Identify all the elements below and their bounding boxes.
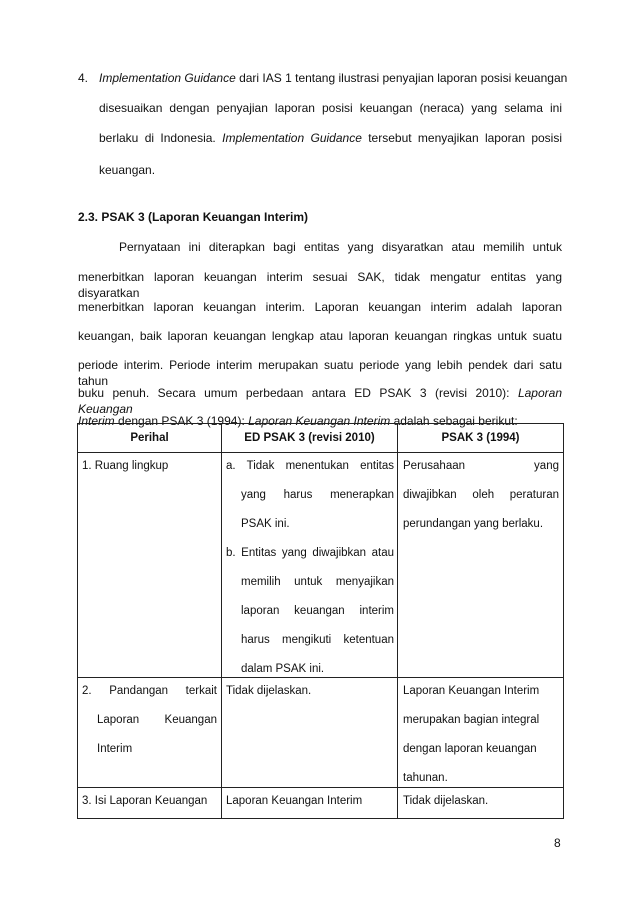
comparison-table <box>77 423 564 819</box>
cell-psak <box>398 788 564 819</box>
cell-line: yang harus menerapkan <box>241 489 394 501</box>
table-header-row <box>78 424 564 453</box>
cell-line: PSAK ini. <box>241 518 290 530</box>
para-line-4: keuangan, baik laporan keuangan lengkap atau laporan keuangan ringkas untuk suatu <box>78 329 562 343</box>
cell-line: Laporan Keuangan Interim <box>226 795 363 807</box>
para-line-5: periode interim. Periode interim merupakan suatu periode yang lebih pendek dari satu tahun <box>78 358 562 388</box>
term-implementation-guidance: Implementation Guidance <box>99 71 236 85</box>
cell-line: dalam PSAK ini. <box>241 663 325 675</box>
cell-line: laporan keuangan interim <box>241 605 394 617</box>
table-row <box>78 678 564 788</box>
cell-ed <box>222 788 398 819</box>
cell-line: dengan laporan keuangan <box>403 743 537 755</box>
page-number: 8 <box>554 836 561 850</box>
cell-ed <box>222 453 398 678</box>
cell-ed <box>222 678 398 788</box>
cell-perihal <box>78 788 222 819</box>
header-ed-psak: ED PSAK 3 (revisi 2010) <box>222 424 398 453</box>
cell-line: Interim <box>97 743 133 755</box>
table-row <box>78 453 564 678</box>
para-line-3: menerbitkan laporan keuangan interim. Laporan keuangan interim adalah laporan <box>78 300 562 314</box>
cell-line: merupakan bagian integral <box>403 714 540 726</box>
item4-line-2: disesuaikan dengan penyajian laporan posisi keuangan (neraca) yang selama ini <box>99 101 562 115</box>
header-perihal: Perihal <box>78 424 222 453</box>
para-line-7b: dengan PSAK 3 (1994): <box>114 414 249 428</box>
cell-perihal <box>78 453 222 678</box>
cell-line: b. Entitas yang diwajibkan atau <box>226 547 394 559</box>
term-implementation-guidance-2: Implementation Guidance <box>222 131 362 145</box>
cell-line: perundangan yang berlaku. <box>403 518 544 530</box>
cell-line: memilih untuk menyajikan <box>241 576 394 588</box>
cell-line: Laporan Keuangan Interim <box>403 685 540 697</box>
section-heading: 2.3. PSAK 3 (Laporan Keuangan Interim) <box>78 210 309 224</box>
header-psak-1994: PSAK 3 (1994) <box>398 424 564 453</box>
item4-line-1-text: dari IAS 1 tentang ilustrasi penyajian laporan posisi keuangan <box>235 71 568 85</box>
para-line-6a: buku penuh. Secara umum perbedaan antara ED PSAK 3 (revisi 2010): <box>78 386 518 400</box>
cell-line: 2. Pandangan terkait <box>82 685 217 697</box>
item4-line-1 <box>99 70 567 86</box>
cell-line: Laporan Keuangan <box>97 714 217 726</box>
cell-line: diwajibkan oleh peraturan <box>403 489 559 501</box>
list-number: 4. <box>78 71 89 85</box>
para-line-6-italic: Laporan Keuangan <box>78 386 562 416</box>
cell-line: 1. Ruang lingkup <box>82 460 169 472</box>
cell-line: harus mengikuti ketentuan <box>241 634 394 646</box>
cell-line: a. Tidak menentukan entitas <box>226 460 394 472</box>
item4-line-3a: berlaku di Indonesia. <box>99 131 223 145</box>
cell-psak <box>398 678 564 788</box>
para-line-2: menerbitkan laporan keuangan interim sesuai SAK, tidak mengatur entitas yang disyaratkan <box>78 270 562 300</box>
cell-line: Perusahaan yang <box>403 460 559 472</box>
para-line-7-italic-b: Laporan Keuangan Interim <box>248 414 391 428</box>
cell-line: Tidak dijelaskan. <box>403 795 489 807</box>
cell-line: Tidak dijelaskan. <box>226 685 312 697</box>
para-line-7-italic-a: Interim <box>78 414 115 428</box>
cell-line: tahunan. <box>403 772 448 784</box>
table-row <box>78 788 564 819</box>
item4-line-3 <box>99 130 562 146</box>
para-line-7c: adalah sebagai berikut: <box>390 414 518 428</box>
item4-line-3b: tersebut menyajikan laporan posisi <box>361 131 563 145</box>
cell-line: 3. Isi Laporan Keuangan <box>82 795 208 807</box>
cell-psak <box>398 453 564 678</box>
cell-perihal <box>78 678 222 788</box>
item4-line-4: keuangan. <box>99 163 156 177</box>
para-line-1: Pernyataan ini diterapkan bagi entitas yang disyaratkan atau memilih untuk <box>119 240 562 254</box>
